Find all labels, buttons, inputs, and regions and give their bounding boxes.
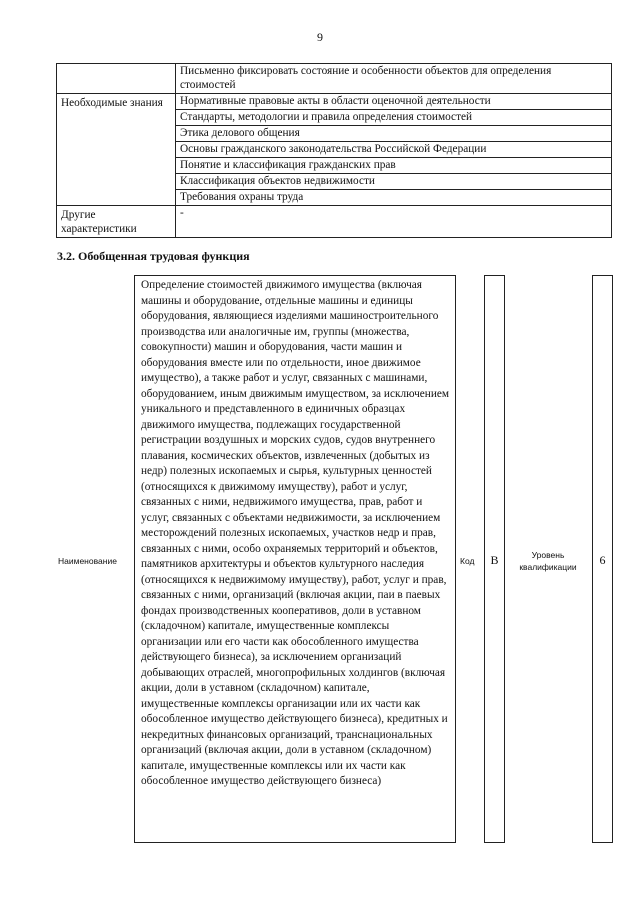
row-value: Письменно фиксировать состояние и особенности объектов для определения стоимостей [176, 64, 612, 94]
requirements-table [56, 63, 612, 238]
page-number: 9 [317, 30, 323, 44]
table-row [57, 206, 612, 238]
row-value: Основы гражданского законодательства Российской Федерации [176, 142, 612, 158]
row-label-knowledge: Необходимые знания [57, 94, 176, 206]
code-value: B [490, 553, 499, 567]
row-value: Классификация объектов недвижимости [176, 174, 612, 190]
row-value: Нормативные правовые акты в области оценочной деятельности [176, 94, 612, 110]
code-label: Код [460, 556, 475, 566]
table-row [57, 94, 612, 110]
level-label: Уровень квалификации [519, 550, 577, 572]
section-title: 3.2. Обобщенная трудовая функция [57, 249, 250, 263]
row-label [57, 64, 176, 94]
table-row [57, 64, 612, 94]
row-value: - [176, 206, 612, 238]
row-value: Этика делового общения [176, 126, 612, 142]
name-label: Наименование [58, 556, 117, 566]
level-value: 6 [599, 553, 606, 567]
row-label-other: Другие характеристики [57, 206, 176, 238]
row-value: Стандарты, методологии и правила определения стоимостей [176, 110, 612, 126]
function-name-box: Определение стоимостей движимого имущества (включая машины и оборудование, отдельные машины и единицы оборудования, являющиеся изделиями машиностроительного производства или аналогичные им, группы (множества, совокупности) машин и оборудования, части машин и оборудования вместе или по отдельности, иное движимое имущество), а также работ и услуг, связанных с машинами, оборудованием, иным движимым имуществом, за исключением уникального и представленного в единичных образцах движимого имущества, подлежащих государственной регистрации воздушных и морских судов, судов внутреннего плавания, космических объектов, извлеченных (добытых из недр) полезных ископаемых и сырья, культурных ценностей (относящихся к движимому имуществу), работ и услуг, связанных с ними, недвижимого имущества, прав, работ и услуг, связанных с объектами недвижимости, за исключением месторождений полезных ископаемых, участков недр и прав, связанных с ними, особо охраняемых территорий и объектов, памятников архитектуры и объектов культурного наследия (относящихся к недвижимому имуществу), работ, услуг и прав, связанных с ними, организаций (включая акции, паи в паевых фондах производственных кооперативов, доли в уставном (складочном) капитале, имущественные комплексы организации или его части как обособленного имущества действующего бизнеса), за исключением организаций добывающих отраслей, многопрофильных холдингов (включая акции, доли в уставном (складочном) капитале, имущественные комплексы организации или их части как обособленное имущество действующего бизнеса), кредитных и некредитных финансовых организаций, транснациональных организаций (включая акции, доли в уставном (складочном) капитале, имущественные комплексы или их части как обособленное имущество действующего бизнеса) [134, 275, 456, 843]
row-value: Понятие и классификация гражданских прав [176, 158, 612, 174]
row-value: Требования охраны труда [176, 190, 612, 206]
